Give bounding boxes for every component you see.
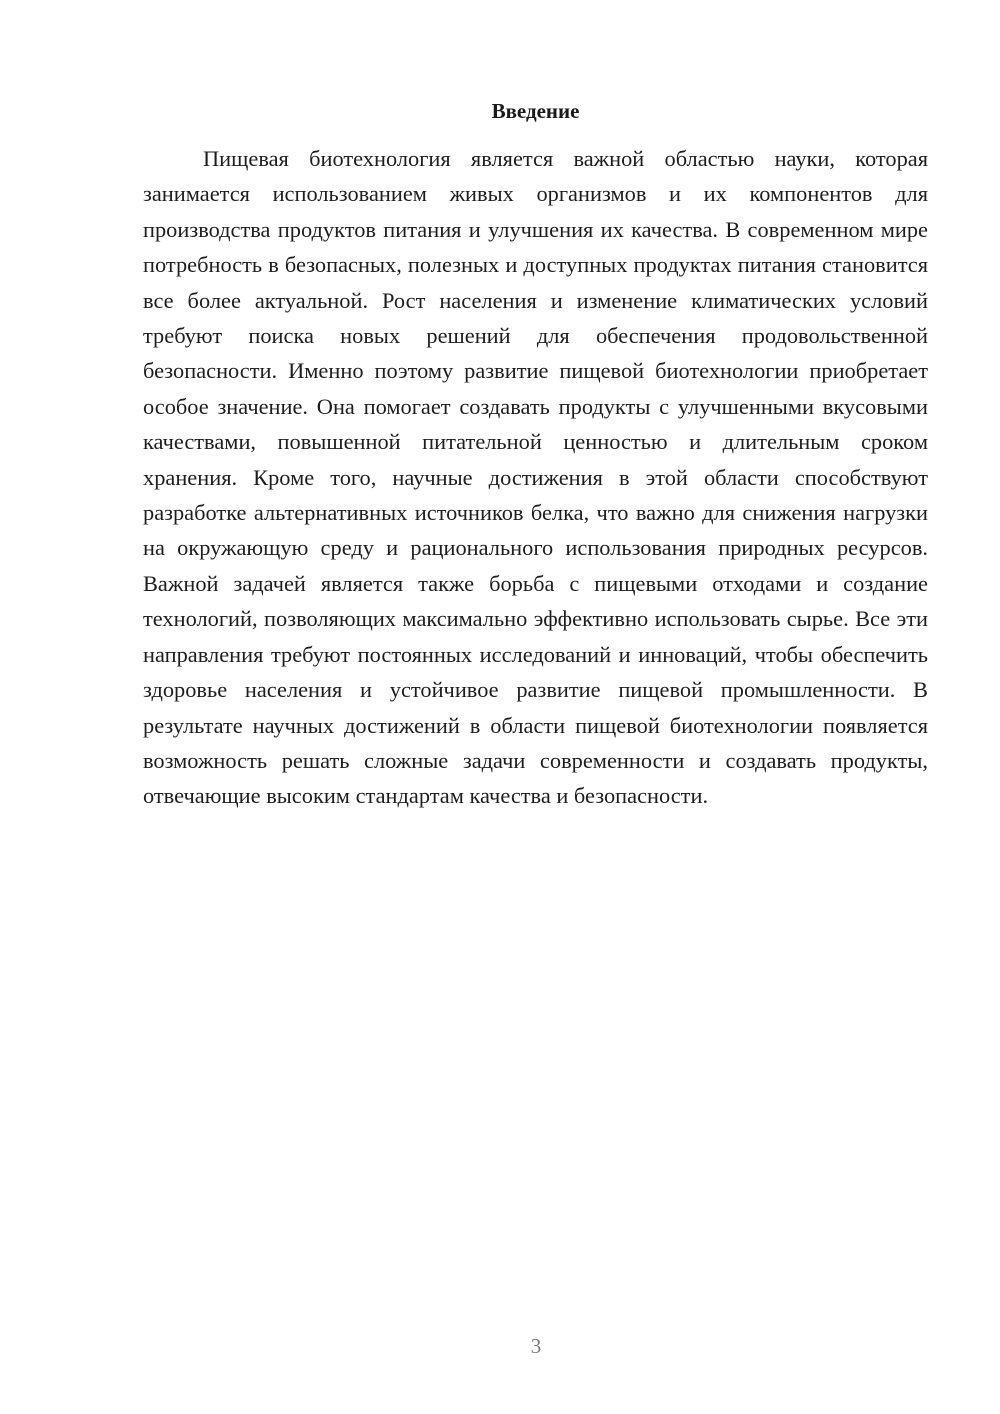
page-number: 3 bbox=[530, 1334, 542, 1358]
section-heading: Введение bbox=[491, 99, 580, 123]
body-paragraph: Пищевая биотехнология является важной областью науки, которая занимается использованием живых организмов и их компонентов для производства продуктов питания и улучшения их качества. В современном мире потребность в безопасных, полезных и доступных продуктах питания становится все более актуальной. Рост населения и изменение климатических условий требуют поиска новых решений для обеспечения продовольственной безопасности. Именно поэтому развитие пищевой биотехнологии приобретает особое значение. Она помогает создавать продукты с улучшенными вкусовыми качествами, повышенной питательной ценностью и длительным сроком хранения. Кроме того, научные достижения в этой области способствуют разработке альтернативных источников белка, что важно для снижения нагрузки на окружающую среду и рационального использования природных ресурсов. Важной задачей является также борьба с пищевыми отходами и создание технологий, позволяющих максимально эффективно использовать сырье. Все эти направления требуют постоянных исследований и инноваций, чтобы обеспечить здоровье населения и устойчивое развитие пищевой промышленности. В результате научных достижений в области пищевой биотехнологии появляется возможность решать сложные задачи современности и создавать продукты, отвечающие высоким стандартам качества и безопасности. bbox=[143, 146, 928, 809]
